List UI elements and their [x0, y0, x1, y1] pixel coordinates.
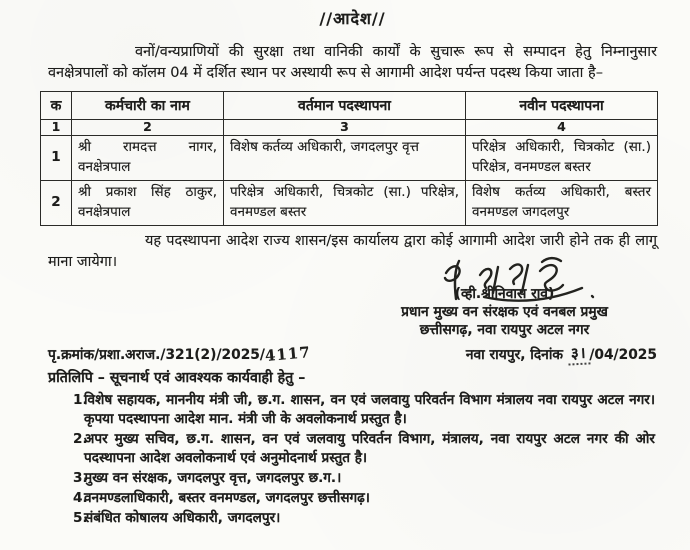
copy-distribution-list — [48, 391, 657, 528]
list-item-text: अपर मुख्य सचिव, छ.ग. शासन, वन एवं जलवायु परिवर्तन विभाग, मंत्रालय, नवा रायपुर अटल नगर की ओर पदस्थापना आदेश अवलोकनार्थ एवं अनुमोदनार्थ प्रस्तुत है। — [84, 431, 655, 467]
list-item — [48, 489, 657, 508]
col-number: 3 — [224, 120, 466, 136]
reference-row — [48, 344, 657, 366]
list-item-number: 3. — [73, 470, 88, 487]
list-item-text: वनमण्डलाधिकारी, बस्तर वनमण्डल, जगदलपुर छत्तीसगढ़। — [84, 489, 370, 506]
signatory-organization: छत्तीसगढ़, नवा रायपुर अटल नगर — [419, 322, 590, 338]
list-item-text: विशेष सहायक, माननीय मंत्री जी, छ.ग. शासन, वन एवं जलवायु परिवर्तन विभाग मंत्रालय नवा रायपुर अटल नगर। कृपया पदस्थापना आदेश मान. मंत्री जी के अवलोकनार्थ प्रस्तुत है। — [84, 392, 655, 428]
col-number: 4 — [466, 120, 658, 136]
signatory-name: (व्ही.श्रीनिवास राव) — [454, 286, 555, 302]
cell-current-posting: परिक्षेत्र अधिकारी, चित्रकोट (सा.) परिक्षेत्र, वनमण्डल बस्तर — [224, 181, 466, 226]
list-item-number: 2. — [73, 431, 88, 448]
list-item — [48, 509, 657, 528]
list-item — [48, 430, 657, 469]
cell-employee-name: श्री रामदत्त नागर, वनक्षेत्रपाल — [72, 136, 224, 181]
list-item — [48, 391, 657, 430]
list-item-text: मुख्य वन संरक्षक, जगदलपुर वृत्त, जगदलपुर छ.ग.। — [84, 470, 342, 487]
col-number: 1 — [41, 120, 72, 136]
col-header-new-posting: नवीन पदस्थापना — [466, 92, 658, 120]
signature-block — [352, 285, 657, 339]
cell-new-posting: परिक्षेत्र अधिकारी, चित्रकोट (सा.) परिक्षेत्र, वनमण्डल बस्तर — [466, 136, 658, 181]
table-row — [41, 181, 658, 226]
list-item-text: संबंधित कोषालय अधिकारी, जगदलपुर। — [84, 509, 281, 526]
col-header-current-posting: वर्तमान पदस्थापना — [224, 92, 466, 120]
col-number: 2 — [72, 120, 224, 136]
col-header-employee-name: कर्मचारी का नाम — [72, 92, 224, 120]
table-header-row — [41, 92, 658, 120]
col-header-serial: क — [41, 92, 72, 120]
cell-current-posting: विशेष कर्तव्य अधिकारी, जगदलपुर वृत्त — [224, 136, 466, 181]
cell-serial: 2 — [41, 181, 72, 226]
signatory-designation: प्रधान मुख्य वन संरक्षक एवं वनबल प्रमुख — [401, 304, 608, 320]
intro-paragraph: वनों/वन्यप्राणियों की सुरक्षा तथा वानिकी कार्यों के सुचारू रूप से सम्पादन हेतु निम्नानुसार वनक्षेत्रपालों को कॉलम 04 में दर्शित स्थान पर अस्थायी रूप से आगामी आदेश पर्यन्त पदस्थ किया जाता है– — [48, 44, 657, 81]
list-item-number: 4. — [73, 489, 88, 506]
table-row — [41, 136, 658, 181]
reference-number-printed: पृ.क्रमांक/प्रशा.अराज./321(2)/2025/ — [48, 347, 265, 363]
list-item-number: 1. — [73, 392, 88, 408]
place-date-line — [466, 344, 657, 366]
reference-number — [48, 345, 311, 364]
date-suffix: /04/2025 — [589, 347, 657, 363]
signature-scribble-icon — [422, 255, 607, 312]
posting-table — [40, 91, 658, 226]
list-item-number: 5. — [73, 509, 88, 526]
copy-distribution-heading: प्रतिलिपि – सूचनार्थ एवं आवश्यक कार्यवाही हेतु – — [48, 370, 306, 386]
handwritten-day: ३। — [567, 342, 590, 365]
column-number-row — [41, 120, 658, 136]
cell-serial: 1 — [41, 136, 72, 181]
cell-new-posting: विशेष कर्तव्य अधिकारी, बस्तर वनमण्डल जगदलपुर — [466, 181, 658, 226]
date-prefix: नवा रायपुर, दिनांक — [465, 347, 568, 363]
list-item — [48, 469, 657, 488]
cell-employee-name: श्री प्रकाश सिंह ठाकुर, वनक्षेत्रपाल — [72, 181, 224, 226]
validity-note: यह पदस्थापना आदेश राज्य शासन/इस कार्यालय द्वारा कोई आगामी आदेश जारी होने तक ही लागू माना जायेगा। — [48, 233, 657, 270]
document-title: //आदेश// — [319, 9, 386, 28]
reference-number-handwritten: 4117 — [264, 343, 312, 365]
